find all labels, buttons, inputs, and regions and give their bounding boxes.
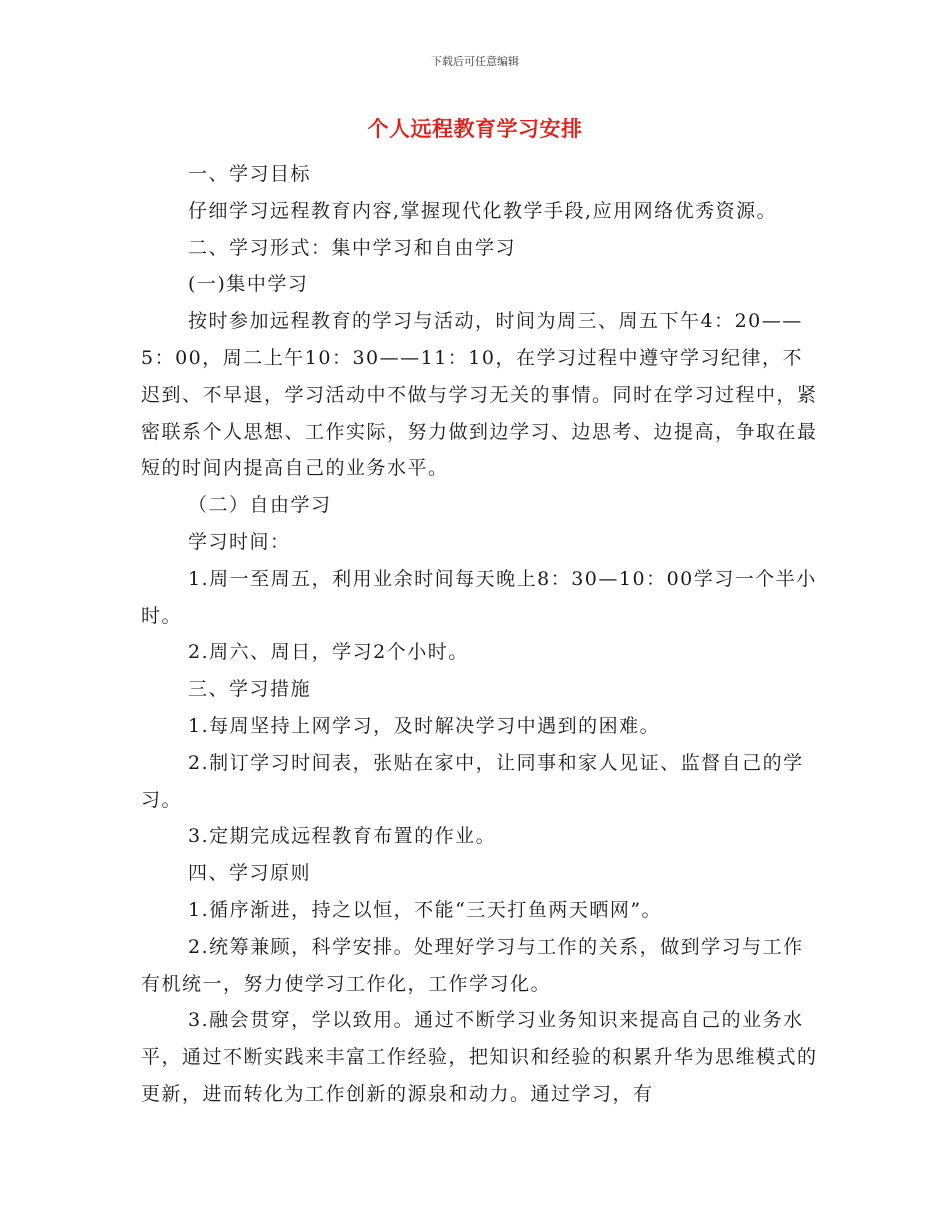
subheading-free: （二）自由学习	[188, 494, 332, 517]
heading-measures: 三、学习措施	[188, 678, 312, 701]
document-body	[141, 156, 821, 1113]
list-item-principle-2: 2.统筹兼顾，科学安排。处理好学习与工作的关系，做到学习与工作有机统一，努力使学习工作化，工作学习化。	[141, 935, 804, 995]
subheading-centralized: (一)集中学习	[188, 273, 309, 296]
list-item-measure-3: 3.定期完成远程教育布置的作业。	[188, 825, 497, 848]
list-item-measure-2: 2.制订学习时间表，张贴在家中，让同事和家人见证、监督自己的学习。	[141, 751, 804, 811]
heading-principles: 四、学习原则	[188, 862, 312, 885]
header-note: 下载后可任意编辑	[431, 55, 519, 68]
heading-goal: 一、学习目标	[188, 163, 312, 185]
list-item-weekday: 1.周一至周五，利用业余时间每天晚上8：30—10：00学习一个半小时。	[141, 567, 817, 627]
label-study-time: 学习时间：	[188, 530, 291, 553]
list-item-principle-1: 1.循序渐进，持之以恒，不能“三天打鱼两天晒网”。	[188, 898, 663, 921]
list-item-measure-1: 1.每周坚持上网学习，及时解决学习中遇到的困难。	[188, 714, 661, 737]
paragraph-centralized: 按时参加远程教育的学习与活动，时间为周三、周五下午4：20——5：00，周二上午10：30——11：10，在学习过程中遵守学习纪律，不迟到、不早退，学习活动中不做与学习无关的事情。同时在学习过程中，紧密联系个人思想、工作实际，努力做到边学习、边思考、边提高，争取在最短的时间内提高自己的业务水平。	[141, 310, 818, 480]
heading-form: 二、学习形式：集中学习和自由学习	[188, 236, 517, 259]
list-item-principle-3: 3.融会贯穿，学以致用。通过不断学习业务知识来提高自己的业务水平，通过不断实践来丰富工作经验，把知识和经验的积累升华为思维模式的更新，进而转化为工作创新的源泉和动力。通过学习，有	[141, 1009, 818, 1105]
paragraph-goal: 仔细学习远程教育内容,掌握现代化教学手段,应用网络优秀资源。	[188, 199, 778, 222]
document-title: 个人远程教育学习安排	[367, 117, 583, 141]
list-item-weekend: 2.周六、周日，学习2个小时。	[188, 641, 469, 664]
